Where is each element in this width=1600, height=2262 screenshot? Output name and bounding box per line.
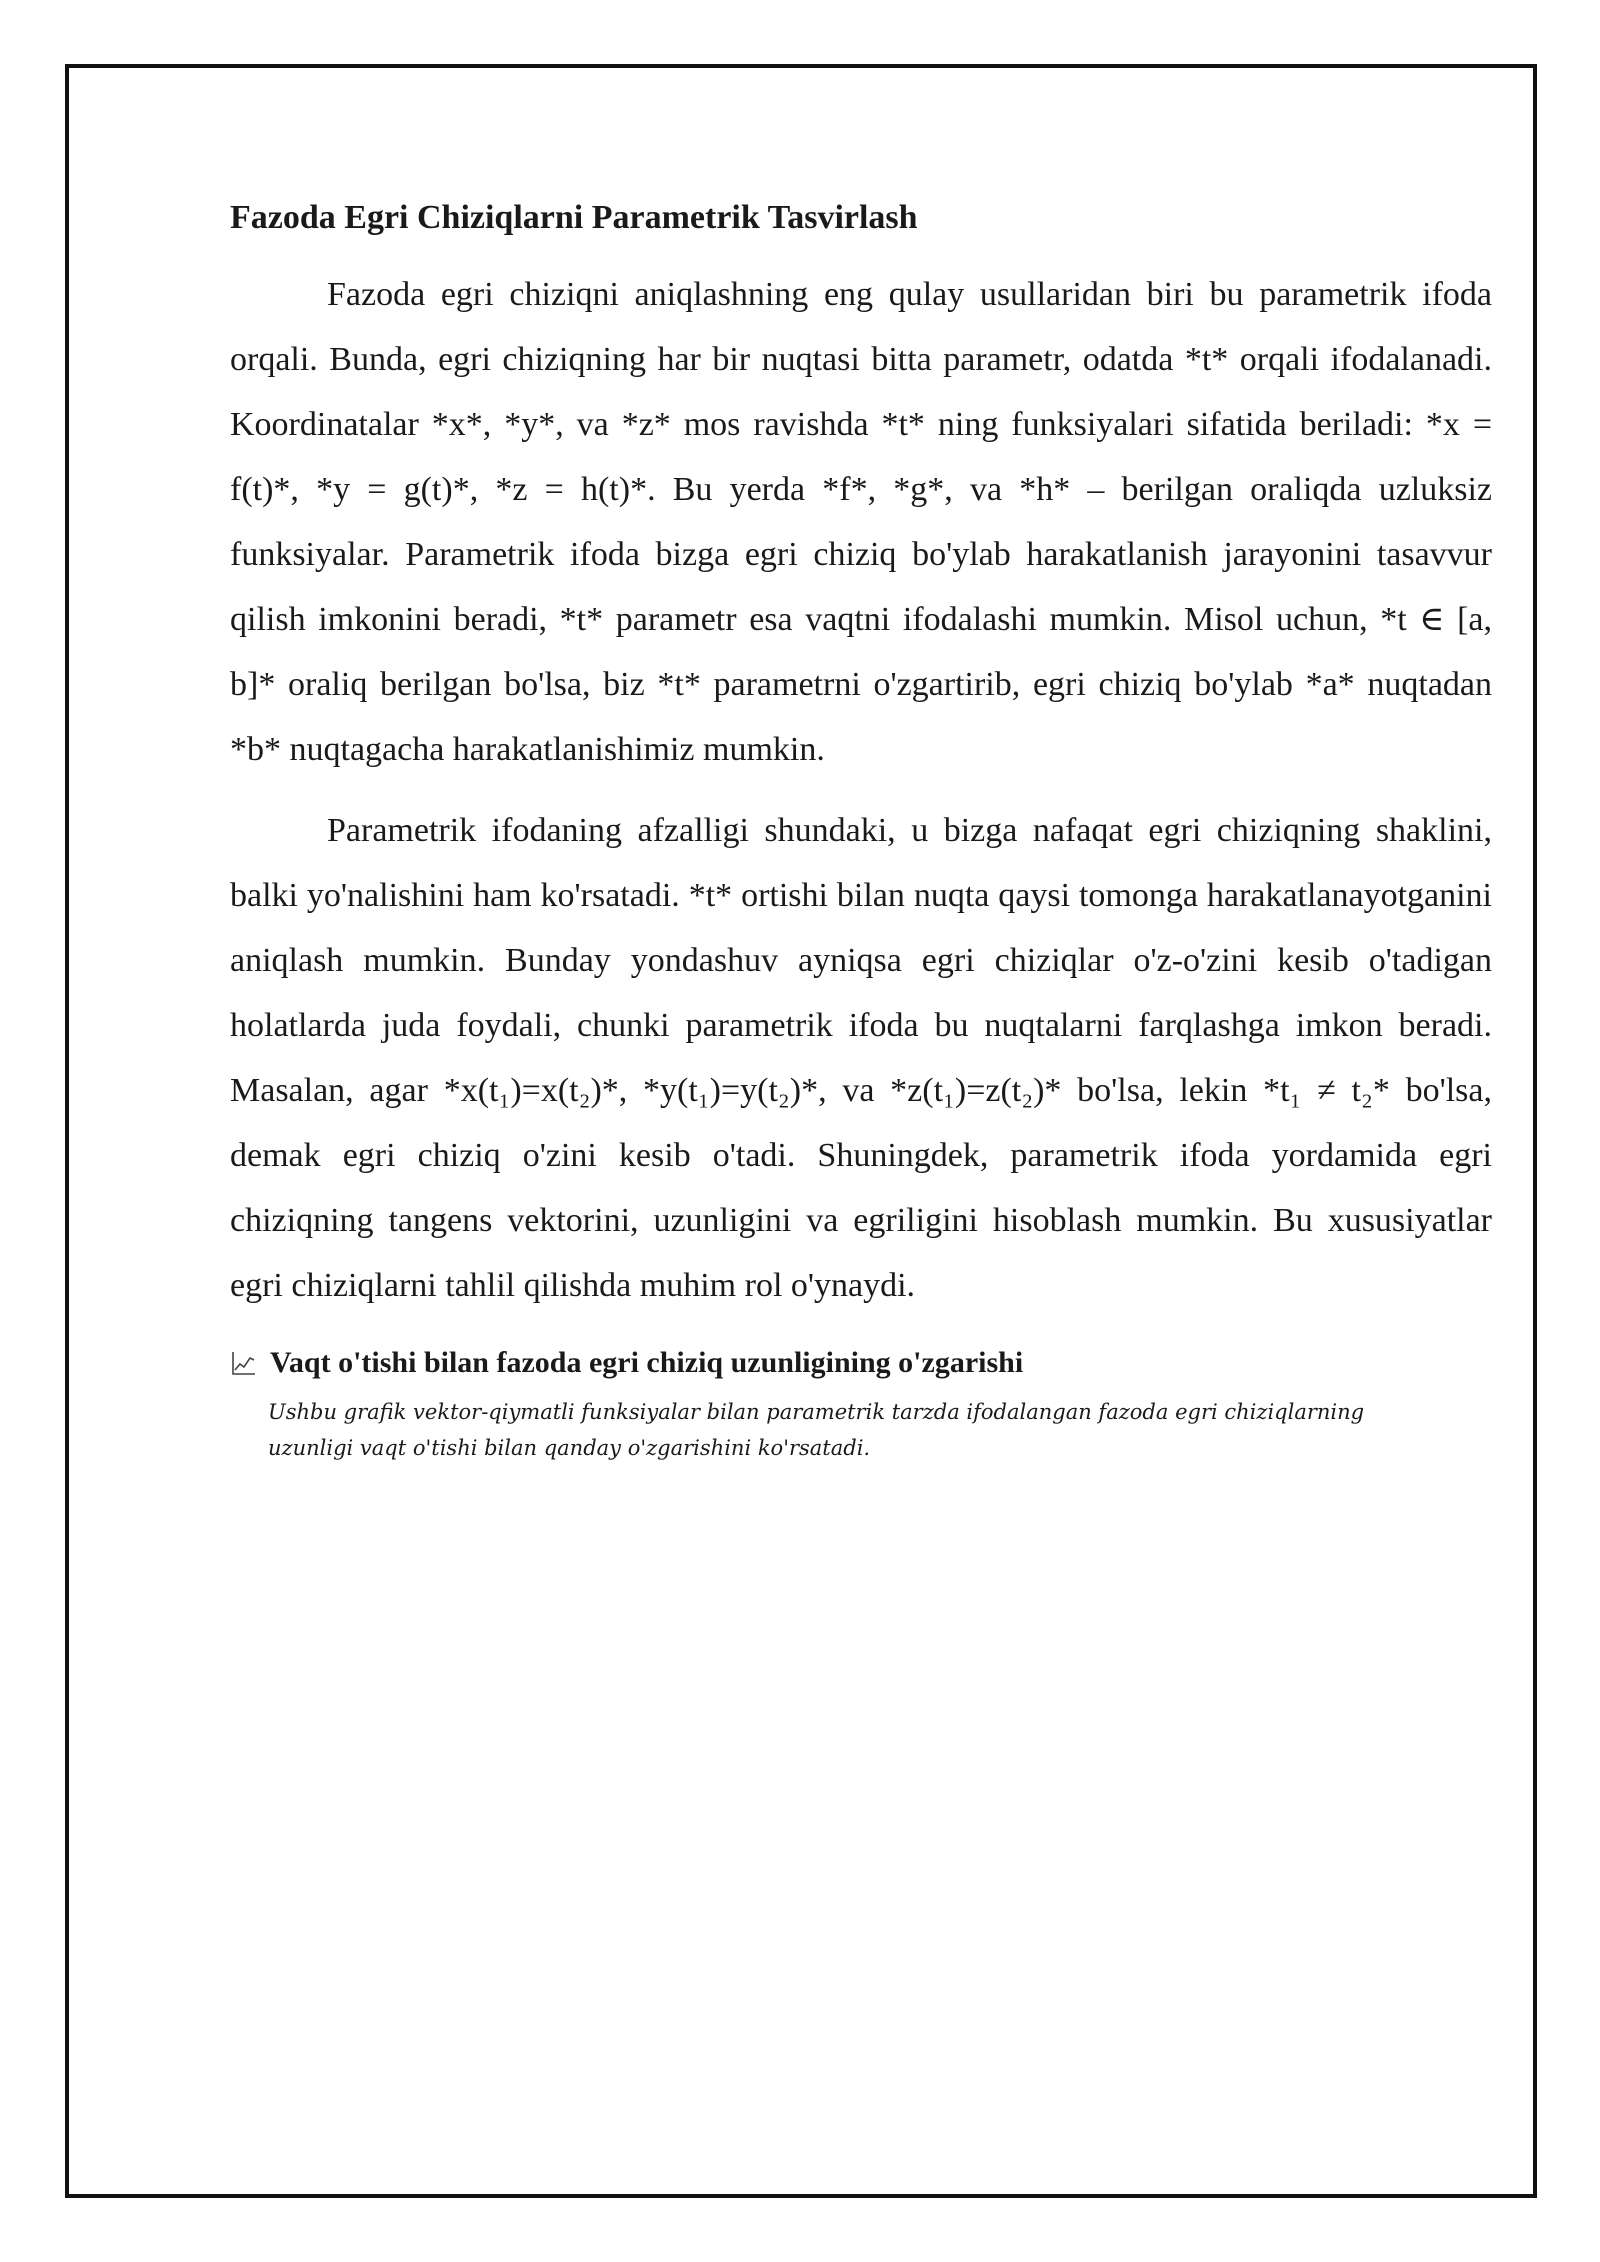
document-body — [230, 196, 1492, 1466]
document-title: Fazoda Egri Chiziqlarni Parametrik Tasvirlash — [230, 199, 918, 236]
figure-description: Ushbu grafik vektor-qiymatli funksiyalar bilan parametrik tarzda ifodalangan fazoda egri chiziqlarning uzunligi vaqt o'tishi bilan qanday o'zgarishini ko'rsatadi. — [268, 1400, 1365, 1461]
figure-caption — [230, 1346, 1492, 1380]
paragraph-2: Parametrik ifodaning afzalligi shundaki, u bizga nafaqat egri chiziqning shaklini, balki yo'nalishini ham ko'rsatadi. *t* ortishi bilan nuqta qaysi tomonga harakatlanayotganini aniqlash mumkin. Bunday yondashuv ayniqsa egri chiziqlar o'z-o'zini kesib o'tadigan holatlarda juda foydali, chunki parametrik ifoda bu nuqtalarni farqlashga imkon beradi. Masalan, agar *x(t₁)=x(t₂)*, *y(t₁)=y(t₂)*, va *z(t₁)=z(t₂)* bo'lsa, lekin *t₁ ≠ t₂* bo'lsa, demak egri chiziq o'zini kesib o'tadi. Shuningdek, parametrik ifoda yordamida egri chiziqning tangens vektorini, uzunligini va egriligini hisoblash mumkin. Bu xususiyatlar egri chiziqlarni tahlil qilishda muhim rol o'ynaydi. — [230, 812, 1492, 1305]
paragraph-1: Fazoda egri chiziqni aniqlashning eng qulay usullaridan biri bu parametrik ifoda orqali. Bunda, egri chiziqning har bir nuqtasi bitta parametr, odatda *t* orqali ifodalanadi. Koordinatalar *x*, *y*, va *z* mos ravishda *t* ning funksiyalari sifatida beriladi: *x = f(t)*, *y = g(t)*, *z = h(t)*. Bu yerda *f*, *g*, va *h* – berilgan oraliqda uzluksiz funksiyalar. Parametrik ifoda bizga egri chiziq bo'ylab harakatlanish jarayonini tasavvur qilish imkonini beradi, *t* parametr esa vaqtni ifodalashi mumkin. Misol uchun, *t ∈ [a, b]* oraliq berilgan bo'lsa, biz *t* parametrni o'zgartirib, egri chiziq bo'ylab *a* nuqtadan *b* nuqtagacha harakatlanishimiz mumkin. — [230, 276, 1492, 769]
figure-title: Vaqt o'tishi bilan fazoda egri chiziq uzunligining o'zgarishi — [270, 1346, 1024, 1380]
chart-line-icon — [230, 1349, 258, 1377]
